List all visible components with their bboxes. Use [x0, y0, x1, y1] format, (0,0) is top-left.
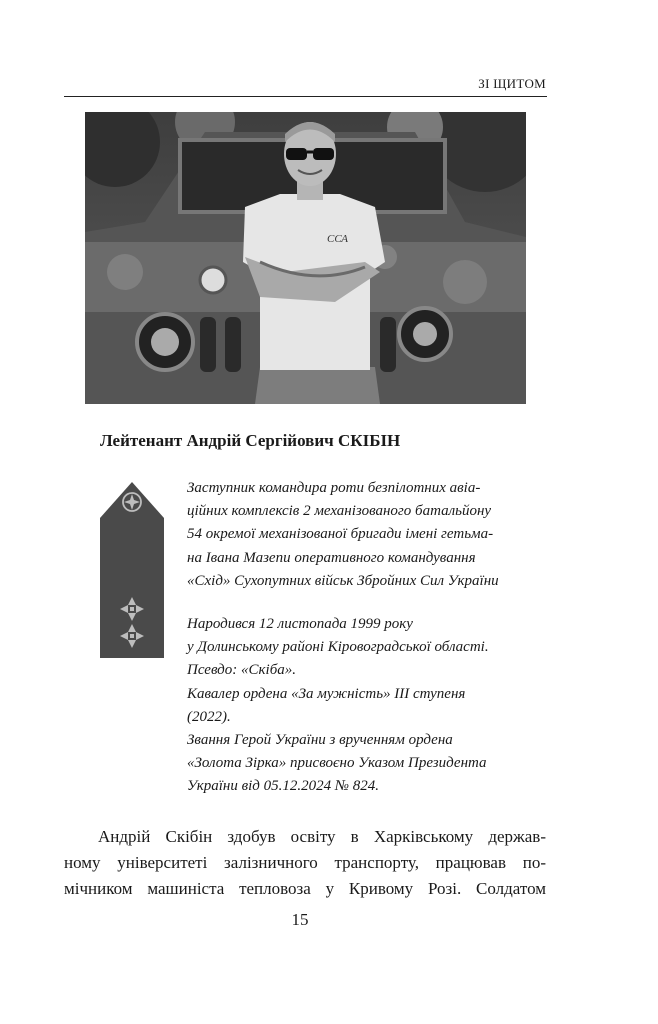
shoulder-strap-drawing: [100, 482, 164, 658]
details-line: України від 05.12.2024 № 824.: [187, 778, 380, 795]
portrait-photo-drawing: [85, 112, 526, 404]
header-rule: [64, 96, 547, 97]
details-line: (2022).: [187, 708, 231, 725]
position-line: ційних комплексів 2 механізованого батальйону: [187, 503, 492, 520]
position-line: 54 окремої механізованої бригади імені гетьма-: [187, 526, 494, 543]
details-line: «Золота Зірка» присвоєно Указом Президента: [187, 755, 487, 772]
biography-block: [187, 477, 567, 799]
person-name-heading: Лейтенант Андрій Сергійович СКІБІН: [100, 431, 401, 450]
body-line: Андрій Скібін здобув освіту в Харківському держав-: [98, 827, 546, 846]
body-line: мічником машиніста тепловоза у Кривому Розі. Солдатом: [64, 879, 546, 898]
details-line: Кавалер ордена «За мужність» ІІІ ступеня: [187, 685, 466, 702]
portrait-photo: [85, 112, 526, 404]
shirt-lettering: ССА: [327, 233, 348, 245]
rank-insignia-icon: [100, 482, 164, 658]
position-line: «Схід» Сухопутних військ Збройних Сил України: [187, 572, 499, 589]
page-number: 15: [291, 910, 309, 929]
running-head: ЗІ ЩИТОМ: [478, 76, 546, 91]
details-line: Звання Герой України з врученням ордена: [187, 732, 453, 749]
body-paragraph: [64, 824, 546, 902]
body-line: ному університеті залізничного транспорту, працював по-: [64, 853, 546, 872]
details-line: у Долинському районі Кіровоградської області.: [187, 639, 489, 656]
position-line: на Івана Мазепи оперативного командування: [187, 549, 476, 566]
details-line: Псевдо: «Скіба».: [187, 662, 296, 679]
details-line: Народився 12 листопада 1999 року: [187, 616, 413, 633]
position-line: Заступник командира роти безпілотних авіа-: [187, 480, 481, 496]
